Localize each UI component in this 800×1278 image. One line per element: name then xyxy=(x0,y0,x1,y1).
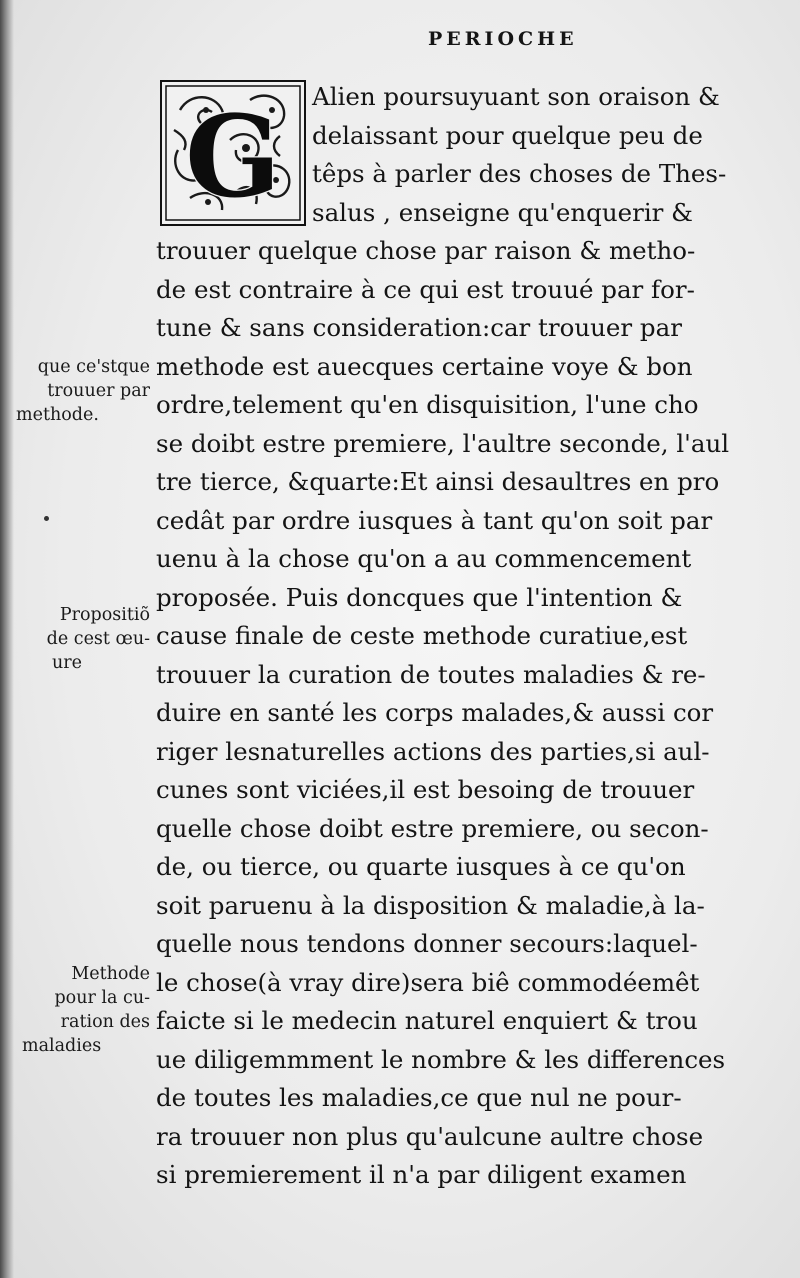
text-line: proposée. Puis doncques que l'intention & xyxy=(156,582,683,612)
text-line: uenu à la chose qu'on a au commencement xyxy=(156,544,692,573)
marginal-note-line: trouuer par xyxy=(47,381,150,401)
text-line: faicte si le medecin naturel enquiert & trou xyxy=(156,1006,698,1035)
text-line: le chose(à vray dire)sera biê commodéemêt xyxy=(156,967,700,997)
text-line: quelle nous tendons donner secours:laquel- xyxy=(156,929,698,958)
text-line: de est contraire à ce qui est trouué par for- xyxy=(156,274,695,304)
text-line: ra trouuer non plus qu'aulcune aultre chose xyxy=(156,1121,704,1151)
running-head: PERIOCHE xyxy=(428,28,578,50)
text-line: si premierement il n'a par diligent examen xyxy=(156,1160,687,1189)
text-line: quelle chose doibt estre premiere, ou secon- xyxy=(156,813,709,843)
marginal-note xyxy=(10,603,150,675)
marginal-note-line: ure xyxy=(52,653,82,673)
text-line: tune & sans consideration:car trouuer par xyxy=(156,313,682,342)
marginal-note xyxy=(10,962,150,1058)
text-line: cause finale de ceste methode curatiue,est xyxy=(156,621,688,650)
text-line: tre tierce, &quarte:Et ainsi desaultres en pro xyxy=(156,467,720,496)
text-line: de toutes les maladies,ce que nul ne pour- xyxy=(156,1083,682,1112)
marginal-note xyxy=(10,355,150,427)
text-line: Alien poursuyuant son oraison & xyxy=(312,82,720,111)
marginal-note-line: de cest œu- xyxy=(46,629,150,649)
text-line: soit paruenu à la disposition & maladie,à la- xyxy=(156,890,705,920)
main-text xyxy=(156,78,766,1195)
text-line: methode est auecques certaine voye & bon xyxy=(156,351,693,381)
marginal-note-line: Methode xyxy=(71,964,150,984)
text-line: têps à parler des choses de Thes- xyxy=(312,159,727,188)
marginal-note-line: pour la cu- xyxy=(54,988,150,1008)
marginal-note-line: ration des xyxy=(60,1012,150,1032)
text-line: cedât par ordre iusques à tant qu'on soit par xyxy=(156,505,713,535)
text-line: ordre,telement qu'en disquisition, l'une cho xyxy=(156,390,699,419)
marginal-note-line: que ce'stque xyxy=(37,357,150,377)
text-line: riger lesnaturelles actions des parties,si aul- xyxy=(156,736,710,766)
ink-mark xyxy=(44,516,49,521)
text-line: trouuer la curation de toutes maladies & re- xyxy=(156,659,706,689)
initial-letter: G xyxy=(185,92,281,223)
text-line: trouuer quelque chose par raison & metho- xyxy=(156,236,696,265)
text-line: cunes sont viciées,il est besoing de trouuer xyxy=(156,775,695,804)
text-line: salus , enseigne qu'enquerir & xyxy=(312,197,693,227)
text-line: duire en santé les corps malades,& aussi cor xyxy=(156,698,714,727)
text-line: ue diligemmment le nombre & les differences xyxy=(156,1044,726,1074)
marginal-note-line: methode. xyxy=(16,405,99,425)
text-line: se doibt estre premiere, l'aultre seconde, l'aul xyxy=(156,428,730,458)
marginal-note-line: maladies xyxy=(22,1036,102,1056)
marginal-note-line: Propositiõ xyxy=(59,605,150,625)
text-line: delaissant pour quelque peu de xyxy=(312,120,703,150)
text-line: de, ou tierce, ou quarte iusques à ce qu'on xyxy=(156,852,686,881)
